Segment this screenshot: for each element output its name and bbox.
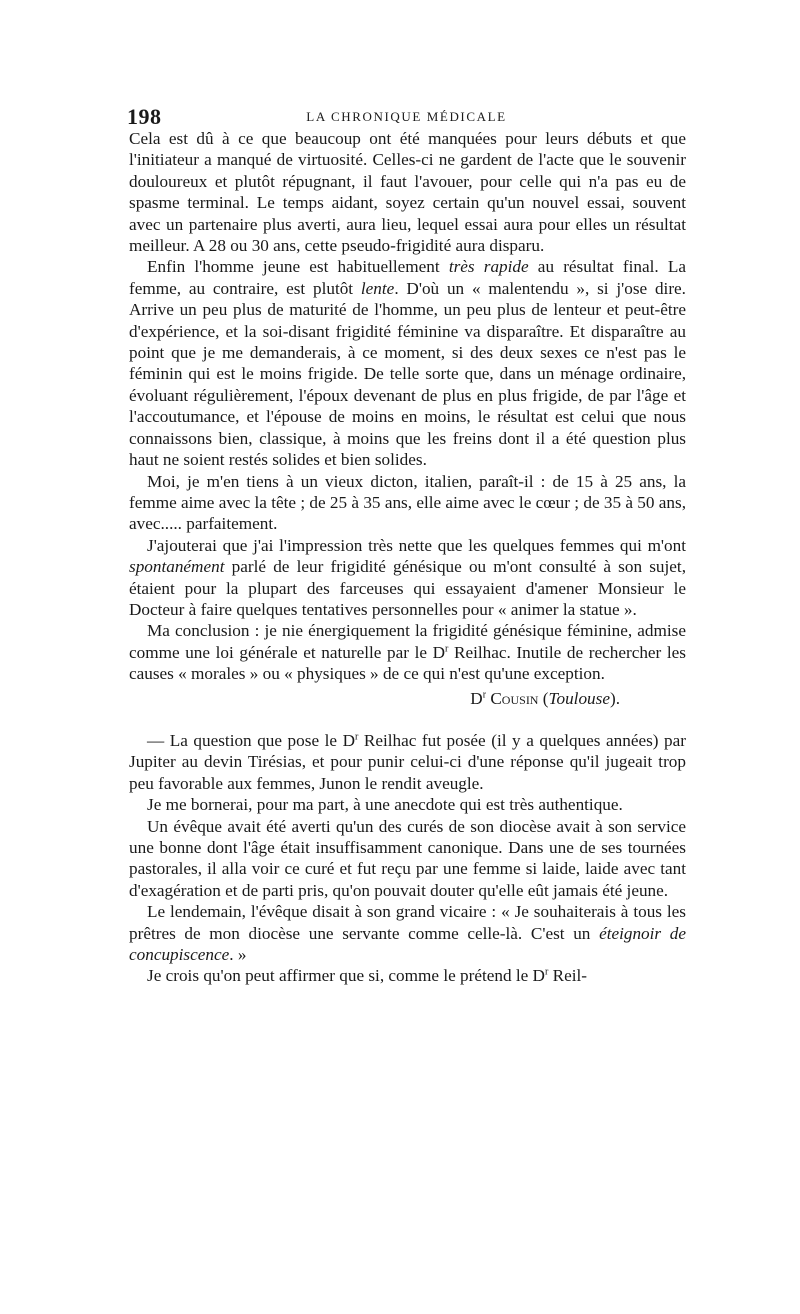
author-place: Toulouse: [548, 688, 610, 708]
punct: (: [538, 688, 549, 708]
text-run: Reil-: [548, 966, 587, 986]
paragraph-5: [129, 620, 686, 684]
running-title: LA CHRONIQUE MÉDICALE: [306, 109, 507, 124]
text-run: Ma conclusion : je nie énergiquement la frigidité génésique féminine, admise comme une loi générale et naturelle par le D: [129, 621, 686, 662]
section-gap: [129, 709, 686, 730]
superscript: r: [482, 688, 487, 700]
paragraph-7: Je me bornerai, pour ma part, à une anecdote qui est très authentique.: [147, 795, 623, 815]
text-run: — La question que pose le D: [147, 730, 355, 750]
page-number: 198: [127, 104, 162, 129]
paragraph-2: [129, 256, 686, 470]
superscript: r: [445, 643, 449, 655]
emphasis: spontanément: [129, 557, 225, 577]
paragraph-1: Cela est dû à ce que beaucoup ont été manquées pour leurs débuts et que l'initiateur a manqué de virtuosité. Celles-ci ne gardent de l'acte que le souvenir douloureux et plutôt répugnant, il faut l'avouer, pour celle qui n'a pas eu de spasme terminal. Le temps aidant, soyez certain qu'un nouvel essai, souvent avec un partenaire plus averti, aura lieu, lequel essai aura pour elles un résultat meilleur. A 28 ou 30 ans, cette pseudo-frigidité aura disparu.: [129, 129, 686, 256]
paragraph-8: Un évêque avait été averti qu'un des curés de son diocèse avait à son service une bonne dont l'âge était insuffisamment canonique. Dans une de ses tournées pastorales, il alla voir ce curé et fut reçu par une femme si laide, laide avec tant d'exagération et de parti pris, qu'on pouvait douter qu'elle eût jamais été jeune.: [129, 816, 686, 900]
superscript: r: [544, 966, 549, 978]
text-run: . D'où un « malentendu », si j'ose dire. Arrive un peu plus de maturité de l'homme, un peu plus de lenteur et peut-être d'expérience, et la soi-disant frigidité féminine va disparaître. Et disparaître au point que je me demanderais, à ce moment, si des deux sexes ce n'est pas le féminin qui est le moins frigide. De telle sorte que, dans un ménage ordinaire, évoluant régulièrement, l'époux devenant de plus en plus frigide, de par l'âge et l'accoutumance, et l'épouse de moins en moins, le résultat est celui que nous connaissons bien, classique, à moins que les freins dont il a été question plus haut ne soient restés solides et bien solides.: [129, 278, 686, 470]
paragraph-3: Moi, je m'en tiens à un vieux dicton, italien, paraît-il : de 15 à 25 ans, la femme aime avec la tête ; de 25 à 35 ans, elle aime avec le cœur ; de 35 à 50 ans, avec..... parfaitement.: [129, 471, 686, 534]
paragraph-9: [129, 901, 686, 965]
emphasis: lente: [360, 278, 395, 298]
title-abbrev: D: [470, 688, 483, 708]
text-run: J'ajouterai que j'ai l'impression très nette que les quelques femmes qui m'ont: [147, 535, 686, 555]
text-run: . »: [229, 945, 247, 965]
text-run: Reilhac. Inutile de rechercher les causes « morales » ou « physiques » de ce qui n'est qu'une exception.: [129, 642, 686, 684]
text-run: Le lendemain, l'évêque disait à son grand vicaire : « Je souhaiterais à tous les prêtres de mon diocèse une servante comme celle-là. C'est un: [129, 902, 686, 943]
text-run: Reilhac fut posée (il y a quelques années) par Jupiter au devin Tirésias, et pour punir celui-ci d'une réponse qu'il jugeait trop peu favorable aux femmes, Junon le rendit aveugle.: [129, 730, 686, 793]
text-run: au résultat final. La femme, au contraire, est plutôt: [129, 257, 687, 298]
paragraph-4: [129, 535, 686, 621]
paragraph-6: [129, 730, 686, 794]
author-name: Cousin: [490, 688, 539, 708]
article-body: [129, 128, 686, 987]
text-run: Je crois qu'on peut affirmer que si, comme le prétend le D: [147, 966, 545, 986]
punct: ).: [609, 688, 620, 708]
paragraph-10: [129, 965, 686, 986]
emphasis: éteignoir de concupiscence: [129, 923, 686, 965]
emphasis: très rapide: [448, 257, 529, 277]
superscript: r: [354, 731, 359, 743]
text-run: Enfin l'homme jeune est habituellement: [147, 257, 449, 277]
text-run: parlé de leur frigidité génésique ou m'ont consulté à son sujet, étaient pour la plupart des farceuses qui essayaient d'amener Monsieur le Docteur à faire quelques tentatives personnelles pour « animer la statue ».: [129, 557, 686, 619]
author-signature: [129, 688, 620, 709]
